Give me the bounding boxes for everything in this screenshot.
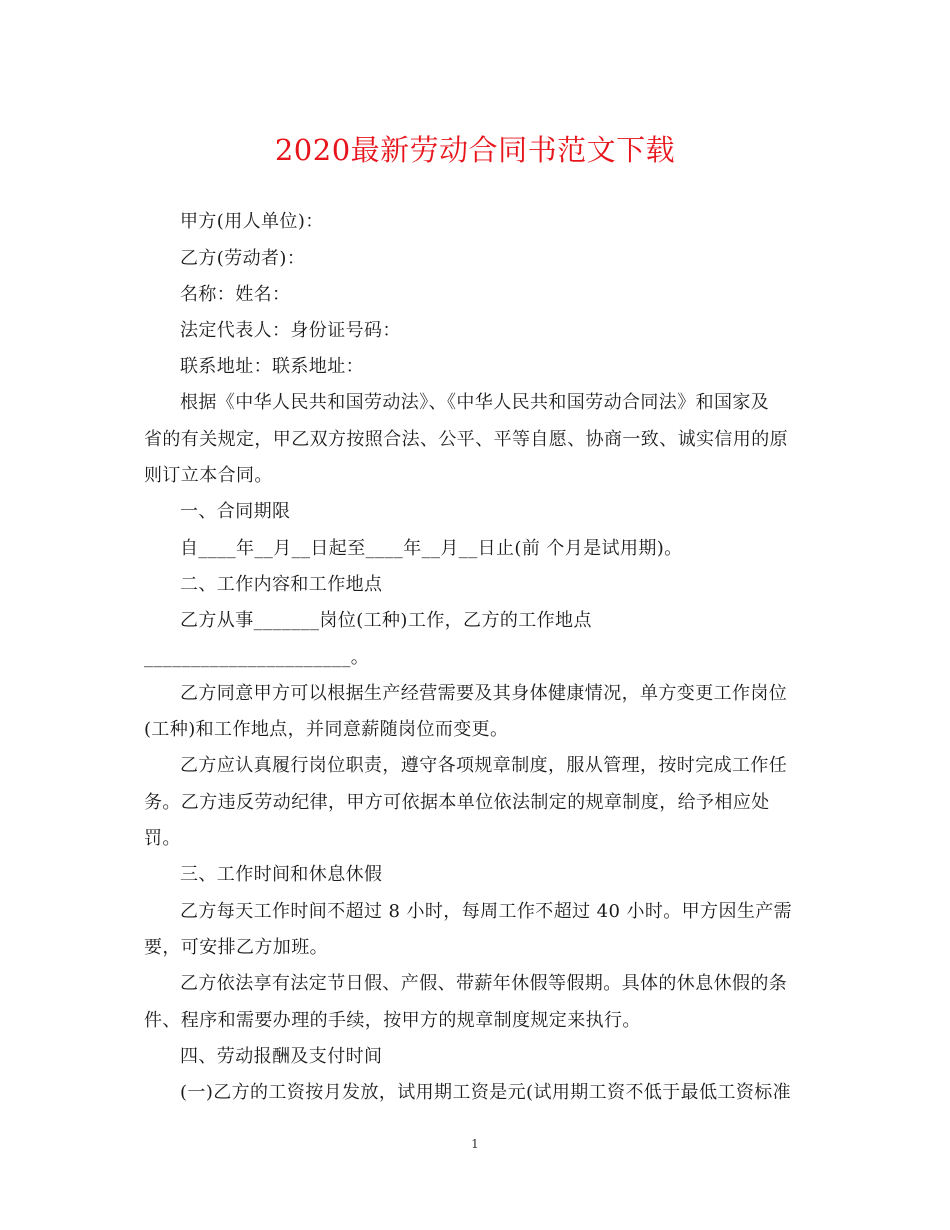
paragraph-line: 乙方每天工作时间不超过 8 小时，每周工作不超过 40 小时。甲方因生产需 — [180, 901, 793, 922]
paragraph-line: (一)乙方的工资按月发放，试用期工资是元(试用期工资不低于最低工资标准 — [180, 1082, 792, 1103]
address-line: 联系地址：联系地址： — [180, 356, 364, 377]
paragraph-line: 罚。 — [144, 828, 181, 849]
legal-rep-line: 法定代表人：身份证号码： — [180, 320, 401, 341]
paragraph-line: 乙方应认真履行岗位职责，遵守各项规章制度，服从管理，按时完成工作任 — [180, 755, 788, 776]
paragraph-line: (工种)和工作地点，并同意薪随岗位而变更。 — [144, 719, 509, 740]
paragraph-line: 件、程序和需要办理的手续，按甲方的规章制度规定来执行。 — [144, 1010, 641, 1031]
page-number: 1 — [471, 1137, 479, 1151]
party-a-line: 甲方(用人单位)： — [180, 211, 324, 232]
paragraph-line: 乙方同意甲方可以根据生产经营需要及其身体健康情况，单方变更工作岗位 — [180, 683, 788, 704]
paragraph-line: 省的有关规定，甲乙双方按照合法、公平、平等自愿、协商一致、诚实信用的原 — [144, 429, 788, 450]
section-heading: 三、工作时间和休息休假 — [180, 864, 383, 885]
name-line: 名称：姓名： — [180, 284, 291, 305]
paragraph-line: ______________________。 — [144, 647, 370, 668]
paragraph-line: 要，可安排乙方加班。 — [144, 937, 328, 958]
document-title: 2020最新劳动合同书范文下载 — [274, 133, 676, 167]
paragraph-line: 则订立本合同。 — [144, 465, 273, 486]
paragraph-line: 自____年__月__日起至____年__月__日止(前 个月是试用期)。 — [180, 538, 683, 559]
party-b-line: 乙方(劳动者)： — [180, 248, 306, 269]
section-heading: 一、合同期限 — [180, 501, 291, 522]
paragraph-line: 根据《中华人民共和国劳动法》、《中华人民共和国劳动合同法》和国家及 — [180, 392, 770, 413]
paragraph-line: 务。乙方违反劳动纪律，甲方可依据本单位依法制定的规章制度，给予相应处 — [144, 792, 770, 813]
section-heading: 二、工作内容和工作地点 — [180, 574, 383, 595]
section-heading: 四、劳动报酬及支付时间 — [180, 1046, 383, 1067]
paragraph-line: 乙方从事_______岗位(工种)工作，乙方的工作地点 — [180, 610, 592, 631]
paragraph-line: 乙方依法享有法定节日假、产假、带薪年休假等假期。具体的休息休假的条 — [180, 973, 788, 994]
